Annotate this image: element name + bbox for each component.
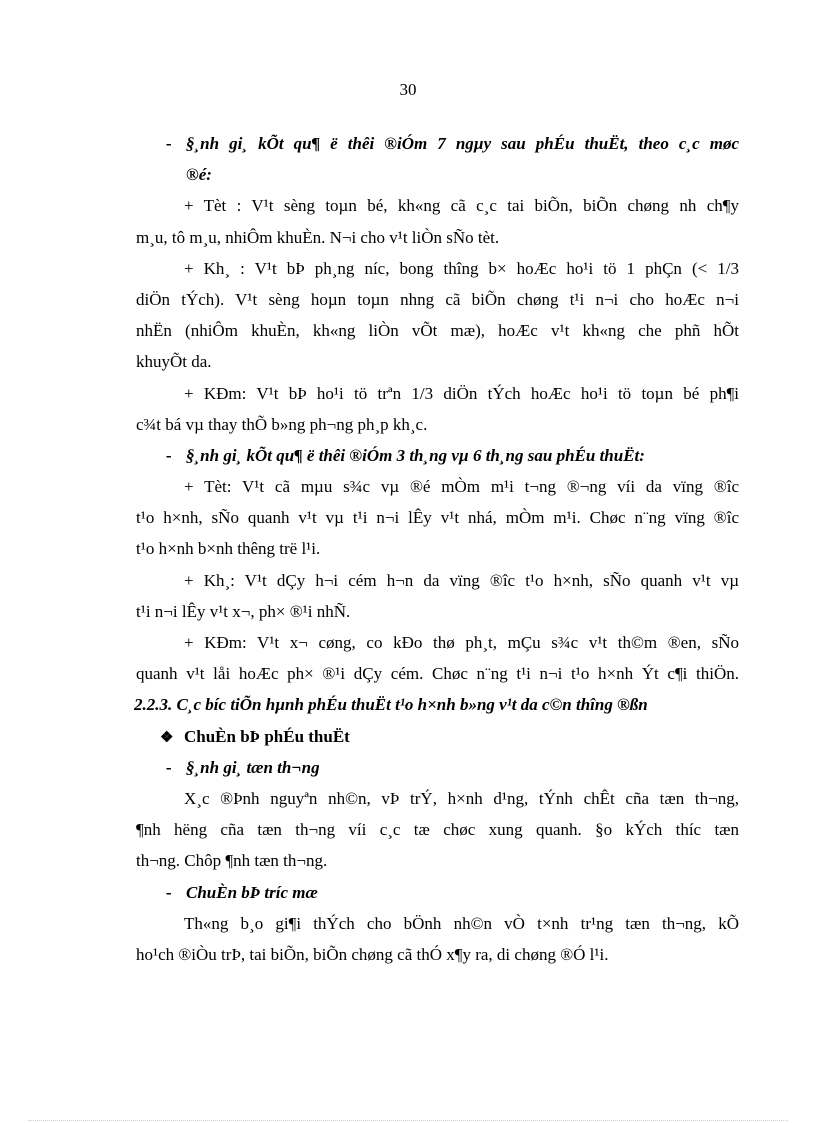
heading-text: §¸nh gi¸ kÕt qu¶ ë thêi ®iÓm 3 th¸ng vµ 6 th¸ng sau phÉu thuËt: [186, 445, 645, 465]
paragraph-preop-line: Th«ng b¸o gi¶i thÝch cho bÖnh nh©n vÒ t×nh tr¹ng tæn th¬ng, kÕ [184, 913, 739, 933]
paragraph-preop-line: ho¹ch ®iÒu trÞ, tai biÕn, biÕn chøng cã thÓ x¶y ra, di chøng ®Ó l¹i. [136, 944, 609, 964]
paragraph-good-line: m¸u, tô m¸u, nhiÔm khuÈn. N¬i cho v¹t liÒn sÑo tèt. [136, 227, 500, 247]
heading-3-6-month-evaluation [136, 440, 739, 471]
paragraph-fair-line: nhËn (nhiÔm khuÈn, kh«ng liÒn vÕt mæ), hoÆc v¹t kh«ng che phñ hÕt [136, 321, 739, 341]
document-body [136, 128, 739, 970]
dash-marker: - [166, 882, 172, 902]
paragraph-fair-line: khuyÕt da. [136, 352, 212, 372]
paragraph-good-2-line: t¹o h×nh, sÑo quanh v¹t vµ t¹i n¬i lÊy v¹t nhá, mÒm m¹i. Chøc n¨ng vïng ®îc [136, 508, 739, 528]
paragraph-lesion-line: ¶nh hëng cña tæn th¬ng víi c¸c tæ chøc xung quanh. §o kÝch thíc tæn [136, 820, 739, 840]
bullet-heading-text: ChuÈn bÞ phÉu thuËt [184, 726, 350, 746]
dash-marker: - [166, 757, 172, 777]
dash-marker: - [166, 445, 172, 465]
paragraph-good-2-line: t¹o h×nh b×nh thêng trë l¹i. [136, 539, 321, 559]
paragraph-fair-line: + Kh¸ : V¹t bÞ ph¸ng níc, bong thîng b× hoÆc ho¹i tö 1 phÇn (< 1/3 [184, 258, 739, 278]
page-number: 30 [399, 80, 417, 99]
paragraph-poor-line: c¾t bá vµ thay thÕ b»ng ph¬ng ph¸p kh¸c. [136, 414, 428, 434]
heading-text: ®é: [186, 165, 212, 185]
heading-text: §¸nh gi¸ tæn th¬ng [186, 757, 320, 777]
heading-text: §¸nh gi¸ kÕt qu¶ ë thêi ®iÓm 7 ngµy sau phÉu thuËt, theo c¸c møc [186, 134, 739, 153]
heading-lesion-evaluation [136, 752, 739, 783]
paragraph-fair-2-line: + Kh¸: V¹t dÇy h¬i cém h¬n da vïng ®îc t¹o h×nh, sÑo quanh v¹t vµ [184, 570, 739, 590]
paragraph-good-2-line: + Tèt: V¹t cã mµu s¾c vµ ®é mÒm m¹i t¬ng ®¬ng víi da vïng ®îc [184, 477, 739, 497]
paragraph-fair-2-line: t¹i n¬i lÊy v¹t x¬, ph× ®¹i nhÑ. [136, 601, 351, 621]
section-heading-2-2-3: 2.2.3. C¸c bíc tiÕn hµnh phÉu thuËt t¹o h×nh b»ng v¹t da c©n thîng ®ßn [134, 695, 648, 715]
heading-7-day-evaluation [136, 128, 739, 159]
diamond-bullet-icon: ❖ [160, 729, 174, 746]
paragraph-poor-2-line: + KÐm: V¹t x¬ cøng, co kÐo thø ph¸t, mÇu s¾c v¹t th©m ®en, sÑo [184, 633, 739, 652]
paragraph-lesion-line: X¸c ®Þnh nguyªn nh©n, vÞ trÝ, h×nh d¹ng, tÝnh chÊt cña tæn th¬ng, [184, 788, 739, 808]
page-bottom-divider [28, 1120, 788, 1121]
heading-preop-preparation [136, 877, 739, 908]
heading-text: ChuÈn bÞ tríc mæ [186, 882, 318, 902]
bullet-heading-surgery-prep [136, 721, 739, 752]
paragraph-lesion-line: th¬ng. Chôp ¶nh tæn th¬ng. [136, 851, 328, 871]
paragraph-good-line: + Tèt : V¹t sèng toµn bé, kh«ng cã c¸c tai biÕn, biÕn chøng nh ch¶y [184, 196, 739, 216]
paragraph-poor-2-line: quanh v¹t låi hoÆc ph× ®¹i dÇy cém. Chøc n¨ng t¹i n¬i t¹o h×nh Ýt c¶i thiÖn. [136, 664, 739, 684]
paragraph-poor-line: + KÐm: V¹t bÞ ho¹i tö trªn 1/3 diÖn tÝch hoÆc ho¹i tö toµn bé ph¶i [184, 383, 739, 403]
dash-marker: - [166, 134, 172, 153]
paragraph-fair-line: diÖn tÝch). V¹t sèng hoµn toµn nhng cã biÕn chøng t¹i n¬i cho hoÆc n¬i [136, 289, 739, 309]
heading-7-day-evaluation-continued [136, 159, 739, 190]
